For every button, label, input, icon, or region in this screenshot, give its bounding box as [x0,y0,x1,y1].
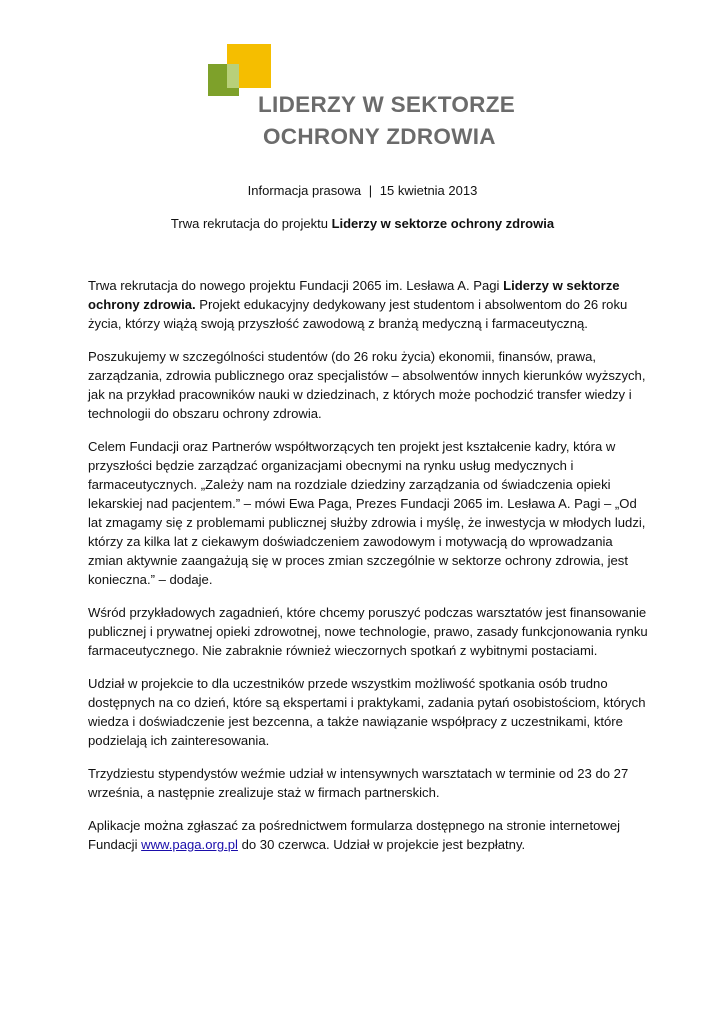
p7-text-a: Aplikacje można zgłaszać za pośrednictwem formularza dostępnego na stronie internetowej Fundacji [88,818,621,852]
logo-line-2: OCHRONY ZDROWIA [263,124,496,149]
paragraph-3: Celem Fundacji oraz Partnerów współtworzących ten projekt jest kształcenie kadry, która w przyszłości będzie zarządzać organizacjami obecnymi na rynku usług medycznych i farmaceutycznych. „Zależy nam na rozdziale dziedziny zarządzania od świadczenia opieki lekarskiej nad pacjentem.” – mówi Ewa Paga, Prezes Fundacji 2065 im. Lesława A. Pagi – „Od lat zmagamy się z problemami publicznej służby zdrowia i myślę, że inwestycja w młodych ludzi, którzy za kilka lat z ciekawym doświadczeniem zawodowym i motywacją do wprowadzania zmian aktywnie zaangażują się w proces zmian szczególnie w sektorze ochrony zdrowia, jest konieczna.” – dodaje. [88,439,646,587]
separator: | [368,183,373,198]
paragraph-5: Udział w projekcie to dla uczestników przede wszystkim możliwość spotkania osób trudno dostępnych na co dzień, które są ekspertami i praktykami, zadania pytań osobistościom, których wiedza i doświadczenie jest bezcenna, a także nawiązanie współpracy z uczestnikami, które podzielają ich zainteresowania. [88,676,646,748]
paragraph-2: Poszukujemy w szczególności studentów (do 26 roku życia) ekonomii, finansów, prawa, zarządzania, zdrowia publicznego oraz specjalistów – absolwentów innych kierunków wyższych, jak na przykład pracowników nauki w dziedzinach, z których może pochodzić transfer wiedzy i technologii do obszaru ochrony zdrowia. [88,349,646,421]
recruit-prefix: Trwa rekrutacja do projektu [170,216,332,231]
paragraph-4: Wśród przykładowych zagadnień, które chcemy poruszyć podczas warsztatów jest finansowanie publicznej i prywatnej opieki zdrowotnej, nowe technologie, prawo, zasady funkcjonowania rynku farmaceutycznego. Nie zabraknie również wieczornych spotkań z wybitnymi postaciami. [88,605,648,658]
recruitment-line [0,216,725,231]
logo-line-1: LIDERZY W SEKTORZE [258,92,516,117]
paragraph-6: Trzydziestu stypendystów weźmie udział w intensywnych warsztatach w terminie od 23 do 27 września, a następnie zrealizuje staż w firmach partnerskich. [88,766,629,800]
p1-text-a: Trwa rekrutacja do nowego projektu Fundacji 2065 im. Lesława A. Pagi [88,278,504,293]
logo [208,44,516,154]
paragraph-1 [88,276,648,333]
project-name: Liderzy w sektorze ochrony zdrowia [331,216,555,231]
press-date: 15 kwietnia 2013 [379,183,478,198]
p7-text-b: do 30 czerwca. Udział w projekcie jest bezpłatny. [237,837,526,852]
press-label: Informacja prasowa [247,183,362,198]
press-info-line [0,183,725,198]
p1-project-name: Liderzy w sektorze ochrony zdrowia. [88,278,620,312]
p1-text-b: Projekt edukacyjny dedykowany jest studentom i absolwentom do 26 roku życia, którzy wiążą swoją przyszłość zawodową z branżą medyczną i farmaceutyczną. [88,297,628,331]
foundation-website-link[interactable]: www.paga.org.pl [141,837,238,852]
article-body [88,276,648,868]
logo-overlap-square [227,64,239,88]
paragraph-7 [88,816,648,854]
